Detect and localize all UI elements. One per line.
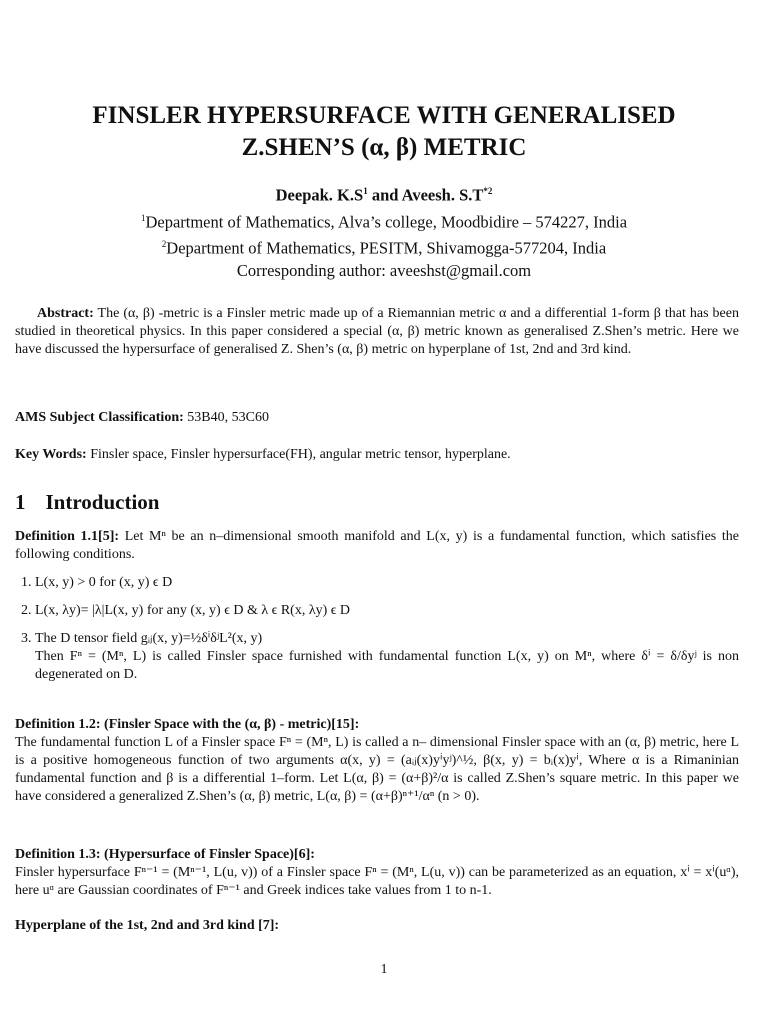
- ams-value: 53B40, 53C60: [187, 410, 269, 425]
- title-line-1: FINSLER HYPERSURFACE WITH GENERALISED: [92, 102, 676, 129]
- def-1-3-text: Finsler hypersurface Fⁿ⁻¹ = (Mⁿ⁻¹, L(u, v)) of a Finsler space Fⁿ = (Mⁿ, L(u, v)) can be parameterized as an equation, xⁱ = xⁱ(uᵅ), here uᵅ are Gaussian coordinates of Fⁿ⁻¹ and Greek indices take values from 1 to n-1.: [15, 865, 739, 898]
- paper-title: [0, 100, 768, 164]
- definition-1-1: [15, 528, 739, 564]
- condition-2: 2. L(x, λy)= |λ|L(x, y) for any (x, y) ϵ D & λ ϵ R(x, λy) ϵ D: [35, 602, 739, 620]
- author-block: [0, 180, 768, 282]
- section-heading: [15, 490, 159, 515]
- def-1-1-label: Definition 1.1[5]:: [15, 529, 120, 544]
- ams-classification: [15, 410, 739, 426]
- condition-1: 1. L(x, y) > 0 for (x, y) ϵ D: [35, 574, 739, 592]
- def-1-1-text: Let Mⁿ be an n–dimensional smooth manifold and L(x, y) is a fundamental function, which satisfies the following conditions.: [15, 529, 739, 562]
- author-1: Deepak. K.S: [275, 185, 364, 205]
- keywords: [15, 447, 739, 463]
- affiliation-1: $^1$Department of Mathematics, Alva’s college, Moodbidire – 574227, India: [140, 212, 628, 231]
- corresponding-author: Corresponding author: aveeshst@gmail.com: [236, 260, 532, 280]
- author-names: [0, 180, 768, 207]
- abstract-text: The (α, β) -metric is a Finsler metric made up of a Riemannian metric α and a differential 1-form β that has been studied in theoretical physics. In this paper considered a special (α, β) metric known as generalised Z.Shen’s metric. Here we have discussed the hypersurface of generalised Z. Shen’s (α, β) metric on hyperplane of 1st, 2nd and 3rd kind.: [15, 306, 739, 357]
- abstract: [15, 305, 739, 359]
- def-1-3-label: Definition 1.3: (Hypersurface of Finsler Space)[6]:: [15, 847, 315, 862]
- keywords-label: Key Words:: [15, 447, 87, 462]
- page-number: 1: [380, 962, 388, 977]
- abstract-label: Abstract:: [37, 306, 94, 321]
- def-1-2-text: The fundamental function L of a Finsler space Fⁿ = (Mⁿ, L) is called a n– dimensional Finsler space with an (α, β) metric, here L is a positive homogeneous function of two arguments α(x, y) = (aᵢⱼ(x)yⁱyʲ)^½, β(x, y) = bᵢ(x)yⁱ, Where α is a Rimaninian fundamental function and β is a differential 1–form. Let L(α, β) = (α+β)²/α is called Z.Shen’s square metric. In this paper we have considered a generalized Z.Shen’s (α, β) metric, L(α, β) = (α+β)ⁿ⁺¹/αⁿ (n > 0).: [15, 735, 739, 804]
- hyperplane-heading: [15, 917, 739, 935]
- author-2: and Aveesh. S.T: [367, 185, 484, 205]
- hyperplane-label: Hyperplane of the 1st, 2nd and 3rd kind [7]:: [15, 918, 280, 933]
- section-title: Introduction: [45, 490, 160, 514]
- ams-label: AMS Subject Classification:: [15, 410, 184, 425]
- section-number: 1: [15, 490, 26, 514]
- condition-3-continuation: Then Fⁿ = (Mⁿ, L) is called Finsler space furnished with fundamental function L(x, y) on Mⁿ, where δⁱ = δ/δyʲ is non degenerated on D.: [35, 649, 739, 682]
- conditions-list: [15, 574, 739, 694]
- definition-1-3: [15, 846, 739, 900]
- condition-3: 3. The D tensor field gᵢⱼ(x, y)=½δⁱδʲL²(x, y) Then Fⁿ = (Mⁿ, L) is called Finsler space furnished with fundamental function L(x, y) on Mⁿ, where δⁱ = δ/δyʲ is non degenerated on D.: [35, 630, 739, 684]
- title-line-2: Z.SHEN’S (α, β) METRIC: [241, 134, 527, 161]
- def-1-2-label: Definition 1.2: (Finsler Space with the (α, β) - metric)[15]:: [15, 717, 360, 732]
- author-2-sup: *2: [483, 186, 493, 196]
- definition-1-2: [15, 716, 739, 806]
- affiliation-2: $^2$Department of Mathematics, PESITM, Shivamogga-577204, India: [161, 238, 607, 258]
- author-1-sup: 1: [363, 186, 368, 196]
- keywords-value: Finsler space, Finsler hypersurface(FH), angular metric tensor, hyperplane.: [90, 447, 511, 462]
